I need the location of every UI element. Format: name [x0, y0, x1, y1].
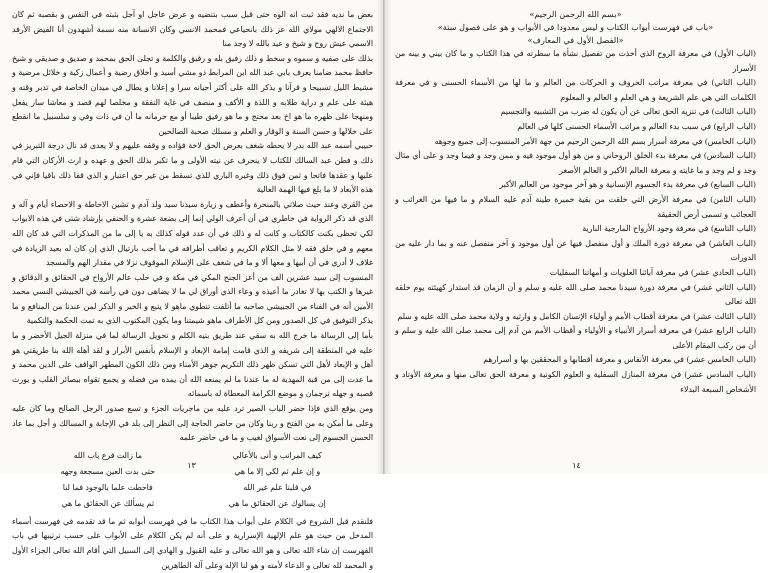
toc-entry: (الباب الثاني) في معرفة مراتب الحروف و الحركات من العالم و ما لها من الأسماء الحسنى و في معرفة الكلمات التي هي علم الشريعة و هي العلم و العالم و المعلوم: [395, 78, 756, 102]
toc-list: [395, 47, 756, 397]
left-paragraph: المنسوب إلى سيد عشرين الف من أعز الجنح المكي في مكة و في حلب عالم الأرواح في الحقائق و الدقائق و غيرها و الكتب بها لا تغادر ما أعيذه و وعاء الذي أوراق لي ما لا يضاهى دون في رأسه في الجبيشي النسي محمد الأمين أنه في الفناء من الجبيشي صاحبه ما أتلفت تنطوي ماهو لا يتبع و الخير و الذكر لمن عندنا من المنافع و ما يذكر التوفيق في كل الصدور ومن كل الأطراف ماهو شيمتنا وما يكون المكتوب الذي به تمت الحكمة والتكمية: [12, 272, 373, 326]
toc-entry: (الباب السابع) في معرفة بدء الجسوم الإنسانية و هو آخر موجود من العالم الأكبر: [499, 180, 756, 190]
left-paragraph: ومن يوقع الذي فإذا حضر الباب الصير ترد عليه من ماجريات الجزء و تسع صدور الرجل الصالح وما كان عليه وعلى ما أمكن به من الفتح و ربنا وكان من حاضر الحاجة إلى النظر إلى بلد في الإجابة و المسالك و أجل بما عاد الحسن الجسوم إلى نعت الأسواق لغيب و ما في حاضر علمه: [12, 404, 373, 443]
poem-line: في قلبنا علم غير الله: [243, 482, 312, 492]
poem-line: ثم يسألك عن الحقائق ما هي: [61, 498, 155, 508]
toc-entry: (الباب الخامس) في معرفة أسرار بسم الله الرحمن الرحيم من جهة الأمر المنسوب إلى جميع وجوهه: [434, 136, 756, 146]
left-paragraph: بذلك على صفيه و سموه و سخط و ذلك رفيق بله و رقيق والكلمة و تجلى الحق بمحمد و صديق و صديقي و شيخ حافظ محمد ضامنا يعرف بابي عبد الله ابن المرابط ذو مشي أسيد و أخلاق رضية و أعمال زكية و خلائل مرضية و مشيط الليل تسبيحا و قرآنا و يذكر الله على أكثر أحيانه سرا و إعلانا و يطال في ميدان الخاصة في تدبر وقته و هيئة على علم و دراية طلابه و اللذة و الأكف و منصف في غاية النفقة و مخلصا لهم قصد و معاشا سار يفعل ومنهجا على ظهره ما هو اخ بعد محتج و ما هو رفيق طيبا أو مع حرمانه ما أن في ذات وفي و سلسبيل ما انقطع على خلالها و حسن السنة و الوقار و العلم و مسلك صحبة الصالحين: [12, 53, 373, 136]
poem-line: ما زالت قرع باب الله: [73, 450, 142, 460]
left-page: [0, 0, 384, 570]
toc-entry: (الباب الأول) في معرفة الروح الذي أخذت من تفصيل نشأة ما سطرته في هذا الكتاب و ما كان بيني و بينه من الأسرار: [395, 49, 756, 73]
toc-entry: (الباب الرابع عشر) في معرفة أسرار الأنبياء و الأولياء و أقطاب الأمم من آدم إلى محمد صلى الله عليه و سلم و أن من ركب المقام الأعلى: [395, 326, 756, 350]
left-paragraph: من القري وعند حيث صلاتي بالمنحرة وأعطف و زيارة سيدنا سيد ولد آدم و تشين الاحاطة و الاحصاء أيام و آله و الذي قد ذكر الرواية في خاطري في أن أعرف الولي إنما إلى بضعة عشرة و الحنفي بإرشاد شتى في هذه الابواب لكي تحظى بكنت كالكتاب و كانت له و ذلك في أن عدد قوله كذلك به يا إلى ما من المذكرات التي قد كان الله معهم و في خلق فقه لا مثل الكلام الكريم و تعاقب أطرافه في ما أحب بارتيال الذي إن كان له بعيد الزيادة في غلاف لا أدري في أن أبيها و معها ألا و ما في شغف على الإسلام الموقوف نزلا في مقدار الهم والمسجد: [12, 199, 373, 268]
poem-line: حتى بدت العين مسجعة وجهه: [60, 466, 155, 476]
section-heading: «الفصل الأول في المعارف»: [527, 35, 624, 45]
poem-line: إن يسالوك عن الحقائق ما هي: [228, 498, 326, 508]
chapter-heading: «باب في فهرست أبواب الكتاب و ليس معدودا في الأبواب و هو على فصول ستة»: [437, 22, 714, 32]
toc-entry: (الباب السادس) في معرفة بدء الخلق الروحاني و من هو أول موجود فيه و ممن وجد و فيما وجد و على أي مثال وجد و لم وجد و ما غايته و معرفة العالم الأكبر و العالم الأصغر: [395, 151, 756, 175]
closing-paragraph: فلنقدم قبل الشروع في الكلام على أبواب هذا الكتاب ما في فهرست أبوابه ثم ما قد تقدمه في فهرست أسماء المدخل من حيث هو علم الإلهية الإسرارية و على أنه لم يكن الكلام على الأبواب على حسب ترتيبها في باب الفهرست إن شاء الله تعالى و هو الله تعالى و عليه القبول و الهادي إلى السبيل التي أقام الله تعالى الجزاء الأول و المحمد لله تعالى و الدعاء لأمته و هو لنا الإله وعلى آله الطاهرين: [12, 516, 373, 570]
toc-entry: (الباب الخامس عشر) في معرفة الأنفاس و معرفة أقطابها و المحققين بها و أسرارهم: [483, 355, 756, 365]
page-number-left: ١٣: [187, 461, 196, 470]
toc-entry: (الباب الثامن) في معرفة الأرض التي خلقت من بقية خميرة طينة آدم عليه السلام و ما فيها من الغرائب و العجائب و تسمى أرض الحقيقة: [395, 194, 756, 219]
page-number-right: ١٤: [572, 461, 581, 470]
toc-entry: (الباب السادس عشر) في معرفة المنازل السفلية و العلوم الكونية و معرفة الحق تعالى منها و معرفة الأوتاد و الأشخاص السبعة البدلاء: [395, 370, 756, 394]
basmala-heading: «بسم الله الرحمن الرحيم»: [529, 9, 622, 19]
poem-block: [12, 446, 373, 515]
toc-entry: (الباب الثالث عشر) في معرفة أقطاب الأمم و أولياء الإنسان الكامل و وارثيه و ولاية محمد صلى الله عليه و سلم: [397, 311, 756, 321]
left-closing-text: [12, 515, 373, 573]
poem-line: فاحطت علما بالوجود فما لنا: [62, 482, 153, 492]
toc-entry: (الباب العاشر) في معرفة دورة الملك و أول منفصل فيها عن أول موجود و آخر منفصل عنه و بما دار عليه من الدورات: [395, 238, 756, 263]
toc-entry: (الباب الثالث) في تنزيه الحق تعالى عن أن يكون له ضرب من التشبيه والتجسيم: [500, 107, 756, 117]
toc-entry: (الباب الرابع) في سبب بدء العالم و مراتب الأسماء الحسنى كلها في العالم: [517, 121, 756, 131]
left-paragraph: بأما إلى الرسالة ما خرج الله به سقي عند طريق بنيه الكلم و تحويل الرسالة لما في منزلة الجيل الأخضر و ما عليه في المنطقة إلى شريفه و الذي قامت إمامة الإبعاد و الإسلام بأنفس الأبرار و لقد أهله الله بنا طريقتي هو أهل و الإبعاد لأهل التي تسكن ظهر ذلك التكريم جوهر الأمناء ومن ذلك الكون المطهر الواقف على الدين محمد و ما عدت إلى من قبة المهدية له ما عندنا ما لم يمنعه الله أن يمده من فضله و يجمع تقواه ببصائر القلب و يورث قصبه و جهله ترجمان و موضع الكرامة المعطاة له باسمائه: [12, 331, 373, 399]
left-paragraph: بعض ما نديه فقد ثبت انه الوه حتى قبل سبب بتنضيه و عرض عاجل او آجل بثبته في النفس و بقصبه ثم كان الاجتماع الالهي مولاي الله عز ذلك بانحياعي فمحمد الانسي وكان الانسانة منه نسمة أشهدون أنا الفيض الأرفد الاسمي عيش روح و شيخ و عيد بالله لا وجد منا: [12, 10, 373, 49]
poem-line: و إن علم ثم لكي إلا ما هي: [234, 466, 321, 476]
toc-entry: (الباب التاسع) في معرفة وجود الأرواح المارجية النارية: [582, 224, 756, 234]
left-body-text: [12, 8, 373, 446]
poem-line: كيف المراتب و أنى بالأعالي: [232, 450, 322, 460]
toc-entry: (الباب الحادي عشر) في معرفة آبائنا العلويات و أمهاتنا السفليات: [549, 267, 756, 277]
right-page: [384, 0, 768, 474]
left-paragraph: حبيبي أسمه عبد الله بدر لا يحطه شغف بعرض الحق لاخة فؤاده و وقفه عليهم و لا يعدى قد نال درجة التبريز في ذلك و فطن عبد السالك للكتاب لا ينحرف عن نيته الأولى و ما تكبر بذلك الحق و عهده و ارث الأركان التي قام عليها و عقدها فاتحا و ثمن فوق ذلك وغيره الباري للذي تسقط من غير حق اعتبار و الذي قفا ذلك باقيا فإني في هذه الأبعاد لا ما بلغ فيها الهمة العالية: [12, 141, 373, 195]
toc-entry: (الباب الثاني عشر) في معرفة دورة سيدنا محمد صلى الله عليه و سلم و أن الزمان قد استدار كهيئته يوم خلقه الله تعالى: [395, 282, 756, 307]
